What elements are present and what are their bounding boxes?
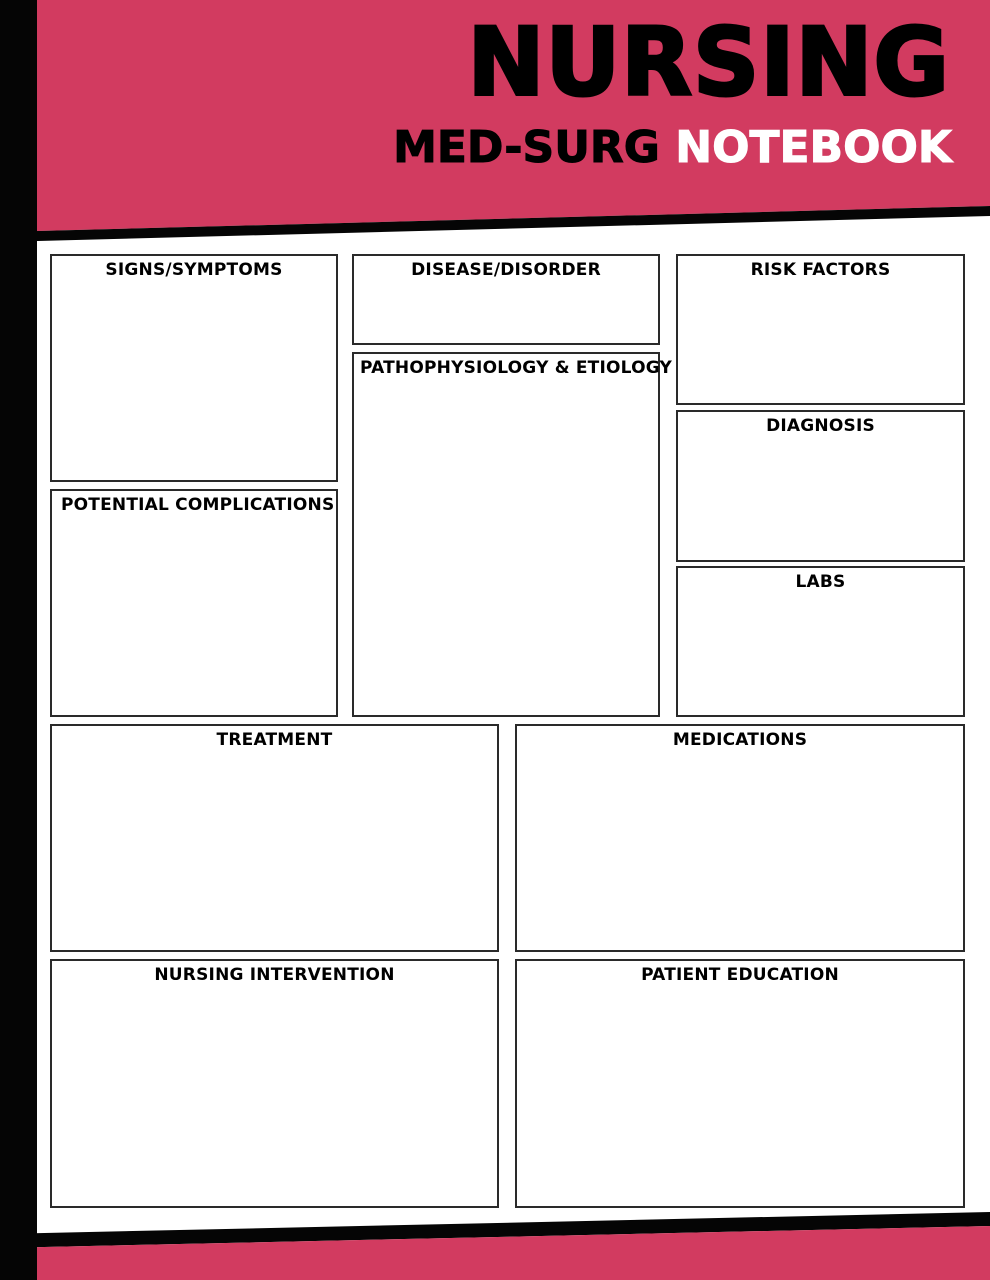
box-patient-education[interactable] <box>515 959 965 1208</box>
box-signs-symptoms[interactable] <box>50 254 338 482</box>
label-patient-education: PATIENT EDUCATION <box>641 965 839 985</box>
box-nursing-intervention[interactable] <box>50 959 499 1208</box>
title-sub-right: NOTEBOOK <box>675 122 952 173</box>
box-potential-complications[interactable] <box>50 489 338 717</box>
label-pathophysiology: PATHOPHYSIOLOGY & ETIOLOGY <box>360 358 673 378</box>
label-signs-symptoms: SIGNS/SYMPTOMS <box>105 260 283 280</box>
label-nursing-intervention: NURSING INTERVENTION <box>154 965 395 985</box>
box-pathophysiology[interactable] <box>352 352 673 717</box>
box-disease-disorder[interactable] <box>352 254 660 345</box>
title-sub <box>393 122 952 173</box>
box-risk-factors[interactable] <box>676 254 965 405</box>
label-labs: LABS <box>795 572 846 592</box>
box-treatment[interactable] <box>50 724 499 952</box>
label-diagnosis: DIAGNOSIS <box>766 416 875 436</box>
title-sub-left: MED-SURG <box>393 122 660 173</box>
box-labs[interactable] <box>676 566 965 717</box>
label-risk-factors: RISK FACTORS <box>750 260 891 280</box>
label-treatment: TREATMENT <box>216 730 333 750</box>
label-potential-complications: POTENTIAL COMPLICATIONS <box>61 495 335 515</box>
title-main: NURSING <box>467 7 950 117</box>
label-medications: MEDICATIONS <box>672 730 808 750</box>
left-spine <box>0 0 37 1280</box>
box-medications[interactable] <box>515 724 965 952</box>
box-diagnosis[interactable] <box>676 410 965 562</box>
label-disease-disorder: DISEASE/DISORDER <box>411 260 601 280</box>
